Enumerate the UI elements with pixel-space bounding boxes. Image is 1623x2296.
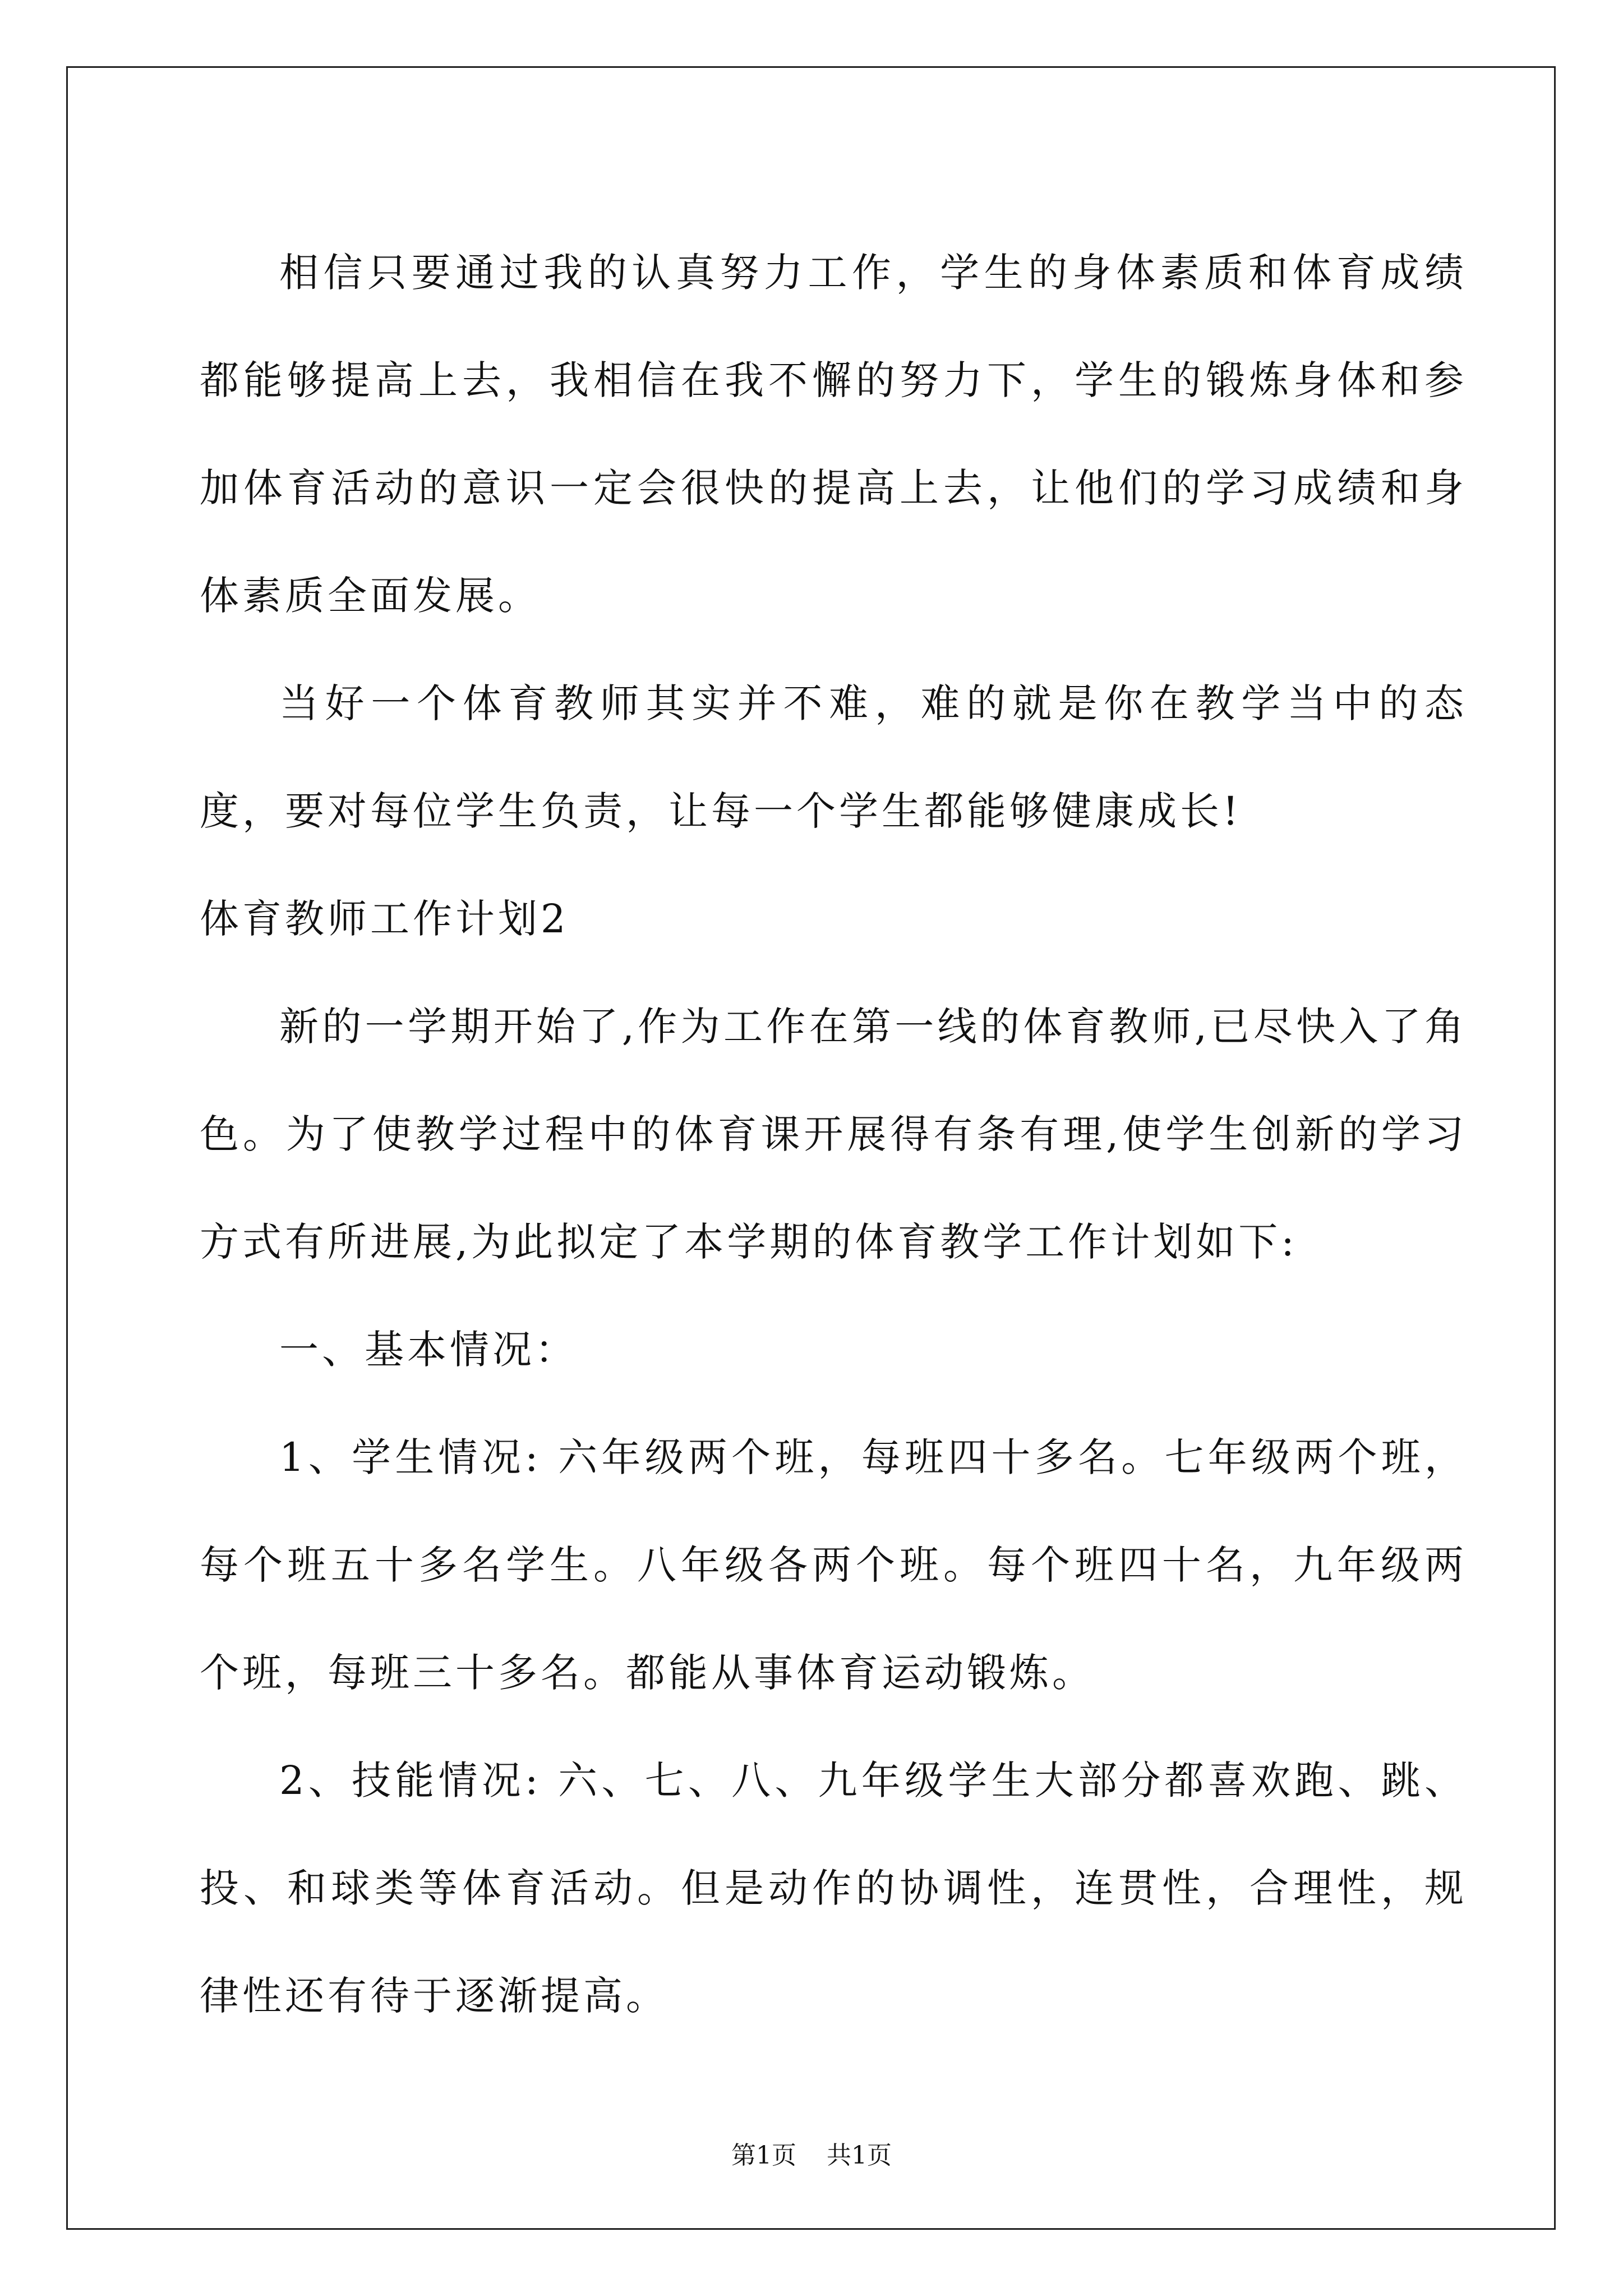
document-body bbox=[200, 219, 1467, 2050]
page-number: 第1页 bbox=[731, 2141, 796, 2170]
paragraph-2: 当好一个体育教师其实并不难，难的就是你在教学当中的态度，要对每位学生负责，让每一个学生都能够健康成长! bbox=[200, 680, 1467, 834]
paragraph-4: 一、基本情况： bbox=[279, 1327, 578, 1373]
section-heading: 体育教师工作计划2 bbox=[200, 896, 569, 942]
paragraph-5: 1、学生情况: 六年级两个班，每班四十多名。七年级两个班，每个班五十多名学生。八年级各两个班。每个班四十名，九年级两个班，每班三十多名。都能从事体育运动锻炼。 bbox=[200, 1434, 1467, 1696]
page-footer bbox=[0, 2135, 1623, 2171]
page-total: 共1页 bbox=[827, 2141, 892, 2170]
paragraph-1: 相信只要通过我的认真努力工作，学生的身体素质和体育成绩都能够提高上去，我相信在我不懈的努力下，学生的锻炼身体和参加体育活动的意识一定会很快的提高上去，让他们的学习成绩和身体素质全面发展。 bbox=[200, 250, 1467, 619]
paragraph-3: 新的一学期开始了,作为工作在第一线的体育教师,已尽快入了角色。为了使教学过程中的体育课开展得有条有理,使学生创新的学习方式有所进展,为此拟定了本学期的体育教学工作计划如下: bbox=[200, 1004, 1467, 1265]
paragraph-6: 2、技能情况: 六、七、八、九年级学生大部分都喜欢跑、跳、投、和球类等体育活动。但是动作的协调性，连贯性，合理性，规律性还有待于逐渐提高。 bbox=[200, 1757, 1467, 2019]
